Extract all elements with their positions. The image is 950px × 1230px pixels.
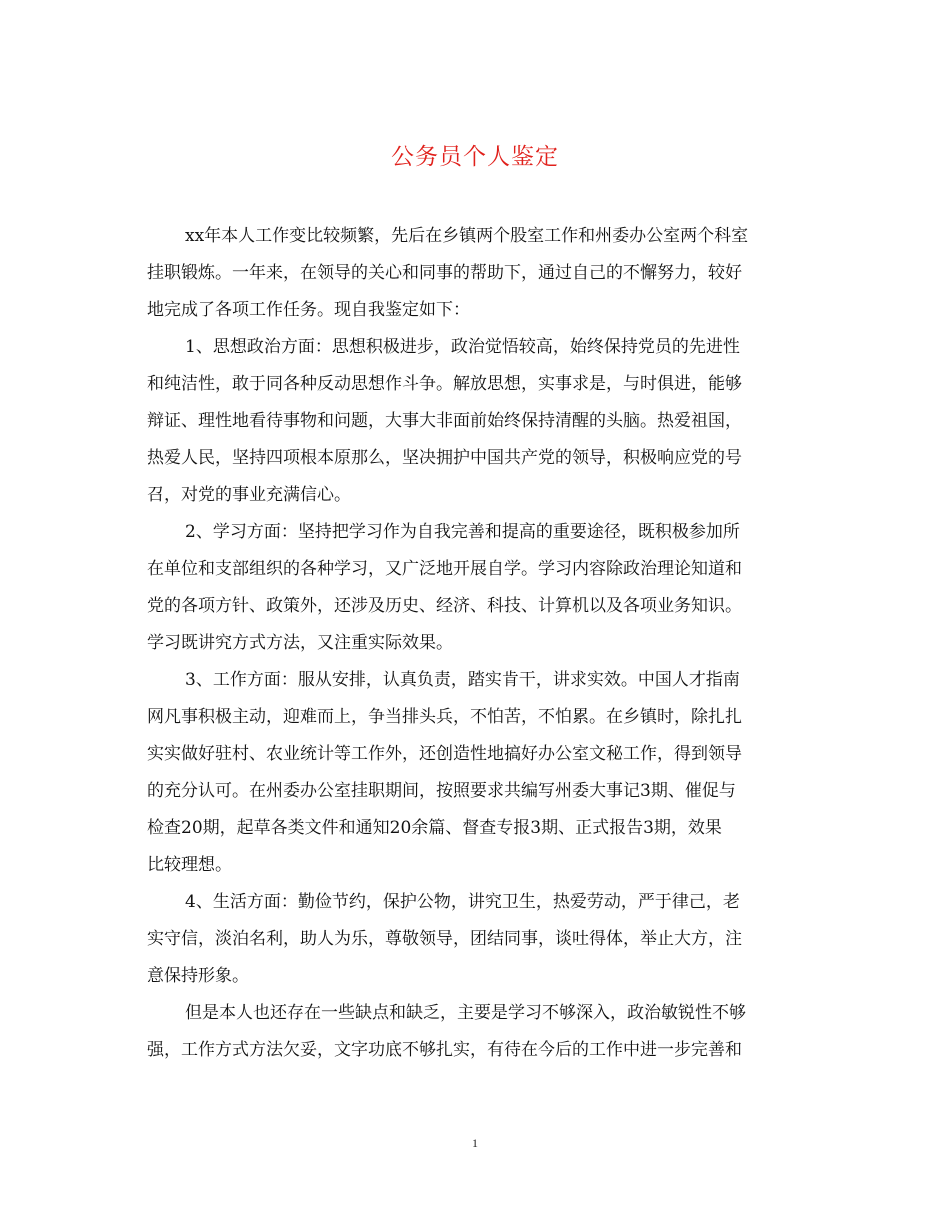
text-line: 热爱人民，坚持四项根本原那么，坚决拥护中国共产党的领导，积极响应党的号 xyxy=(147,448,742,468)
text-line: 学习既讲究方式方法，又注重实际效果。 xyxy=(147,633,453,653)
text-line: 意保持形象。 xyxy=(147,966,249,986)
text-line: 4、生活方面：勤俭节约，保护公物，讲究卫生，热爱劳动，严于律己，老 xyxy=(185,892,740,912)
text-line: 辩证、理性地看待事物和问题，大事大非面前始终保持清醒的头脑。热爱祖国， xyxy=(147,411,742,431)
paragraph-political xyxy=(147,329,807,514)
document-title: 公务员个人鉴定 xyxy=(391,144,559,170)
text-line: 强，工作方式方法欠妥，文字功底不够扎实，有待在今后的工作中进一步完善和 xyxy=(147,1040,742,1060)
text-line: 比较理想。 xyxy=(147,855,232,875)
text-line: 检查20期，起草各类文件和通知20余篇、督查专报3期、正式报告3期，效果 xyxy=(147,818,722,838)
text-line: 地完成了各项工作任务。现自我鉴定如下： xyxy=(147,300,470,320)
text-line: 挂职锻炼。一年来，在领导的关心和同事的帮助下，通过自己的不懈努力，较好 xyxy=(147,263,742,283)
text-line: 实实做好驻村、农业统计等工作外，还创造性地搞好办公室文秘工作，得到领导 xyxy=(147,744,742,764)
text-line: 实守信，淡泊名利，助人为乐，尊敬领导，团结同事，谈吐得体，举止大方，注 xyxy=(147,929,742,949)
text-line: 3、工作方面：服从安排，认真负责，踏实肯干，讲求实效。中国人才指南 xyxy=(185,670,740,690)
document-body xyxy=(147,218,807,1069)
page-number: 1 xyxy=(472,1136,478,1150)
paragraph-life xyxy=(147,884,807,995)
text-line: 在单位和支部组织的各种学习，又广泛地开展自学。学习内容除政治理论知道和 xyxy=(147,559,742,579)
text-line: 2、学习方面：坚持把学习作为自我完善和提高的重要途径，既积极参加所 xyxy=(185,522,740,542)
text-line: xx年本人工作变比较频繁，先后在乡镇两个股室工作和州委办公室两个科室 xyxy=(185,226,749,246)
paragraph-study xyxy=(147,514,807,662)
text-line: 1、思想政治方面：思想积极进步，政治觉悟较高，始终保持党员的先进性 xyxy=(185,337,740,357)
paragraph-shortcomings xyxy=(147,995,807,1069)
paragraph-intro xyxy=(147,218,807,329)
text-line: 网凡事积极主动，迎难而上，争当排头兵，不怕苦，不怕累。在乡镇时，除扎扎 xyxy=(147,707,742,727)
text-line: 但是本人也还存在一些缺点和缺乏，主要是学习不够深入，政治敏锐性不够 xyxy=(185,1003,746,1023)
text-line: 和纯洁性，敢于同各种反动思想作斗争。解放思想，实事求是，与时俱进，能够 xyxy=(147,374,742,394)
text-line: 的充分认可。在州委办公室挂职期间，按照要求共编写州委大事记3期、催促与 xyxy=(147,781,736,801)
text-line: 党的各项方针、政策外，还涉及历史、经济、科技、计算机以及各项业务知识。 xyxy=(147,596,742,616)
paragraph-work xyxy=(147,662,807,884)
text-line: 召，对党的事业充满信心。 xyxy=(147,485,351,505)
